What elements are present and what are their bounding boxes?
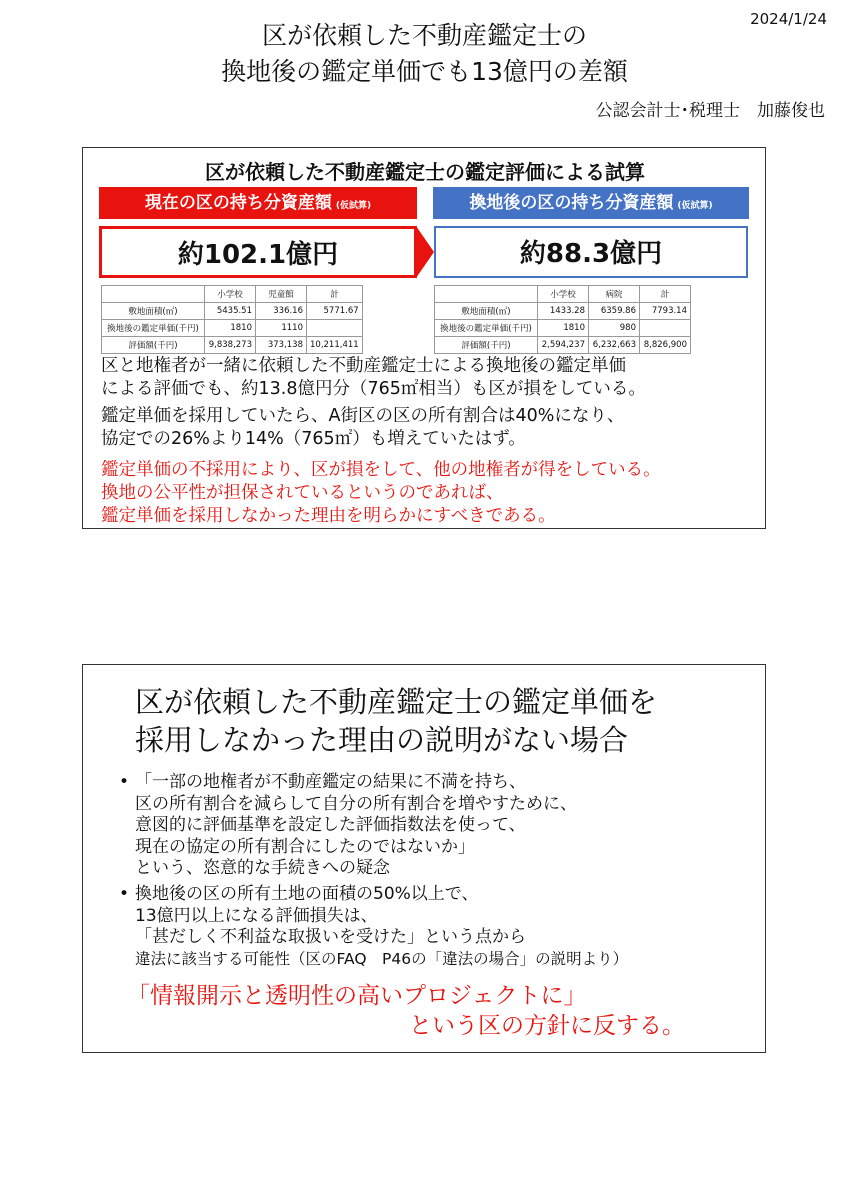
after-amount: 約88.3億円 bbox=[434, 226, 748, 278]
table-cell bbox=[640, 320, 691, 337]
conclusion-line-2: という区の方針に反する。 bbox=[409, 1013, 685, 1039]
table-cell: 5435.51 bbox=[205, 303, 256, 320]
table-cell: 評価額(千円) bbox=[102, 337, 205, 354]
table-cell: 7793.14 bbox=[640, 303, 691, 320]
table-header-row bbox=[102, 286, 363, 303]
text-line: 協定での26%より14%（765㎡）も増えていたはず。 bbox=[101, 429, 526, 449]
text-line: という、恣意的な手続きへの疑念 bbox=[135, 858, 390, 878]
text-line: 換地後の区の所有土地の面積の50%以上で、 bbox=[135, 884, 479, 904]
bullet-dot-icon: • bbox=[119, 884, 130, 904]
table-cell: 1110 bbox=[256, 320, 307, 337]
table-header: 児童館 bbox=[256, 286, 307, 303]
text-line: 鑑定単価を採用していたら、A街区の区の所有割合は40%になり、 bbox=[101, 406, 625, 426]
bullet-dot-icon: • bbox=[119, 772, 130, 792]
slide-no-explanation bbox=[82, 664, 766, 1053]
text-line: 現在の協定の所有割合にしたのではないか」 bbox=[135, 836, 475, 857]
paragraph-ratio bbox=[101, 405, 761, 451]
title-line-2: 換地後の鑑定単価でも13億円の差額 bbox=[221, 57, 628, 86]
text-line: 違法に該当する可能性（区のFAQ P46の「違法の場合」の説明より） bbox=[135, 949, 629, 968]
text-line: 鑑定単価の不採用により、区が損をして、他の地権者が得をしている。 bbox=[101, 460, 661, 480]
text-line: 意図的に評価基準を設定した評価指数法を使って、 bbox=[135, 815, 526, 835]
bullet-item-illegality bbox=[119, 884, 739, 970]
text-line: による評価でも、約13.8億円分（765㎡相当）も区が損をしている。 bbox=[101, 379, 646, 399]
table-cell: 8,826,900 bbox=[640, 337, 691, 354]
heading-line: 採用しなかった理由の説明がない場合 bbox=[135, 723, 629, 757]
table-header-row bbox=[435, 286, 691, 303]
arrow-right-icon bbox=[416, 226, 434, 278]
table-cell bbox=[307, 320, 363, 337]
after-label-note: (仮試算) bbox=[677, 201, 713, 211]
text-line: 区と地権者が一緒に依頼した不動産鑑定士による換地後の鑑定単価 bbox=[101, 356, 626, 376]
table-header: 病院 bbox=[589, 286, 640, 303]
conclusion-line-1: 「情報開示と透明性の高いプロジェクトに」 bbox=[127, 983, 587, 1009]
table-header: 小学校 bbox=[205, 286, 256, 303]
text-line: 鑑定単価を採用しなかった理由を明らかにすべきである。 bbox=[101, 506, 556, 526]
table-header: 計 bbox=[640, 286, 691, 303]
table-cell: 敷地面積(㎡) bbox=[102, 303, 205, 320]
text-line: 13億円以上になる評価損失は、 bbox=[135, 905, 378, 926]
current-label-note: (仮試算) bbox=[335, 201, 372, 211]
text-line: 区の所有割合を減らして自分の所有割合を増やすために、 bbox=[135, 793, 577, 814]
slide2-heading bbox=[135, 683, 657, 759]
after-label-text: 換地後の区の持ち分資産額 bbox=[469, 193, 674, 213]
current-table bbox=[101, 285, 363, 354]
bullet-item-suspicion bbox=[119, 772, 739, 880]
table-cell: 6,232,663 bbox=[589, 337, 640, 354]
table-row bbox=[435, 337, 691, 354]
text-line: 換地の公平性が担保されているというのであれば、 bbox=[101, 483, 504, 503]
current-asset-label bbox=[99, 187, 417, 219]
table-cell: 換地後の鑑定単価(千円) bbox=[102, 320, 205, 337]
slide1-heading: 区が依頼した不動産鑑定士の鑑定評価による試算 bbox=[205, 160, 645, 184]
table-row bbox=[435, 303, 691, 320]
table-cell bbox=[435, 286, 538, 303]
table-cell: 1810 bbox=[538, 320, 589, 337]
table-row bbox=[102, 320, 363, 337]
table-cell bbox=[102, 286, 205, 303]
table-cell: 10,211,411 bbox=[307, 337, 363, 354]
current-label-text: 現在の区の持ち分資産額 bbox=[144, 193, 332, 213]
table-cell: 2,594,237 bbox=[538, 337, 589, 354]
table-cell: 評価額(千円) bbox=[435, 337, 538, 354]
table-cell: 敷地面積(㎡) bbox=[435, 303, 538, 320]
table-cell: 980 bbox=[589, 320, 640, 337]
table-cell: 373,138 bbox=[256, 337, 307, 354]
table-row bbox=[102, 337, 363, 354]
table-cell: 5771.67 bbox=[307, 303, 363, 320]
table-cell: 換地後の鑑定単価(千円) bbox=[435, 320, 538, 337]
table-row bbox=[102, 303, 363, 320]
table-cell: 6359.86 bbox=[589, 303, 640, 320]
heading-line: 区が依頼した不動産鑑定士の鑑定単価を bbox=[135, 685, 658, 719]
table-header: 小学校 bbox=[538, 286, 589, 303]
current-amount: 約102.1億円 bbox=[99, 226, 417, 278]
text-line: 「一部の地権者が不動産鑑定の結果に不満を持ち、 bbox=[135, 772, 526, 792]
conclusion-red bbox=[127, 981, 747, 1041]
table-cell: 336.16 bbox=[256, 303, 307, 320]
table-cell: 1433.28 bbox=[538, 303, 589, 320]
table-header: 計 bbox=[307, 286, 363, 303]
author: 公認会計士･税理士 加藤俊也 bbox=[595, 101, 825, 121]
table-cell: 1810 bbox=[205, 320, 256, 337]
text-line: 「甚だしく不利益な取扱いを受けた」という点から bbox=[135, 927, 526, 947]
slide-calculation bbox=[82, 147, 766, 529]
after-table bbox=[434, 285, 691, 354]
paragraph-loss bbox=[101, 355, 761, 401]
paragraph-conclusion-red bbox=[101, 459, 761, 528]
table-row bbox=[435, 320, 691, 337]
page-title bbox=[0, 18, 849, 90]
title-line-1: 区が依頼した不動産鑑定士の bbox=[261, 21, 587, 50]
table-cell: 9,838,273 bbox=[205, 337, 256, 354]
after-asset-label bbox=[433, 187, 749, 219]
date: 2024/1/24 bbox=[750, 10, 827, 28]
